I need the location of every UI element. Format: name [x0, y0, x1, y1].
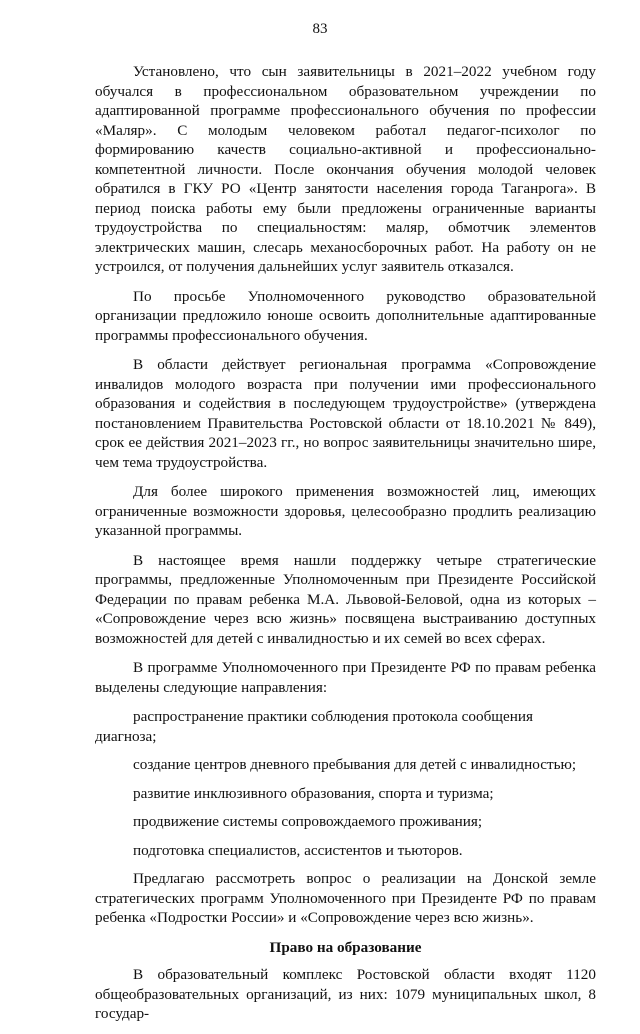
paragraph-proposal: Предлагаю рассмотреть вопрос о реализации на Донской земле стратегических программ Уполномоченного при Президенте РФ по правам ребенка «Подростки России» и «Сопровождение через всю жизнь».: [95, 870, 596, 926]
list-item: развитие инклюзивного образования, спорта и туризма;: [133, 784, 494, 802]
paragraph-education-complex: В образовательный комплекс Ростовской области входят 1120 общеобразовательных организаций, из них: 1079 муниципальных школ, 8 государ-: [95, 966, 596, 1022]
list-item: подготовка специалистов, ассистентов и тьюторов.: [133, 841, 463, 859]
paragraph-ombudsman-request: По просьбе Уполномоченного руководство образовательной организации предложило юноше освоить дополнительные адаптированные программы профессионального обучения.: [95, 287, 596, 344]
paragraph-program-extension: Для более широкого применения возможностей лиц, имеющих ограниченные возможности здоровья, целесообразно продлить реализацию указанной программы.: [95, 483, 596, 539]
list-item: распространение практики соблюдения протокола сообщения диагноза;: [95, 708, 533, 745]
list-item: создание центров дневного пребывания для детей с инвалидностью;: [133, 756, 577, 773]
page-body: [95, 62, 596, 1034]
page-number: 83: [312, 21, 328, 37]
paragraph-regional-program: В области действует региональная программа «Сопровождение инвалидов молодого возраста при получении ими профессионального образования и содействия в последующем трудоустройстве» (утверждена постановлением Правительства Ростовской области от 18.10.2021 № 849), срок ее действия 2021–2023 гг., но вопрос заявительницы значительно шире, чем тема трудоустройства.: [95, 356, 596, 471]
directions-list: [95, 707, 596, 860]
paragraph-case-description: Установлено, что сын заявительницы в 2021–2022 учебном году обучался в профессиональном образовательном учреждении по адаптированной программе профессионального обучения по профессии «Маляр». С молодым человеком работал педагог-психолог по формированию качеств социально-активной и профессионально-компетентной личности. После окончания обучения молодой человек обратился в ГКУ РО «Центр занятости населения города Таганрога». В период поиска работы ему были предложены ограниченные варианты трудоустройства по специальностям: маляр, обмотчик элементов электрических машин, слесарь механосборочных работ. На работу он не устроился, от получения дальнейших услуг заявитель отказался.: [95, 63, 596, 275]
section-heading: Право на образование: [269, 938, 422, 956]
list-item: продвижение системы сопровождаемого проживания;: [133, 813, 483, 830]
paragraph-program-directions: В программе Уполномоченного при Президенте РФ по правам ребенка выделены следующие направления:: [95, 659, 596, 696]
paragraph-strategic-programs: В настоящее время нашли поддержку четыре стратегические программы, предложенные Уполномоченным при Президенте Российской Федерации по правам ребенка М.А. Львовой-Беловой, одна из которых – «Сопровождение через всю жизнь» посвящена выстраиванию доступных возможностей для детей с инвалидностью и их семей во всех сферах.: [95, 551, 596, 647]
